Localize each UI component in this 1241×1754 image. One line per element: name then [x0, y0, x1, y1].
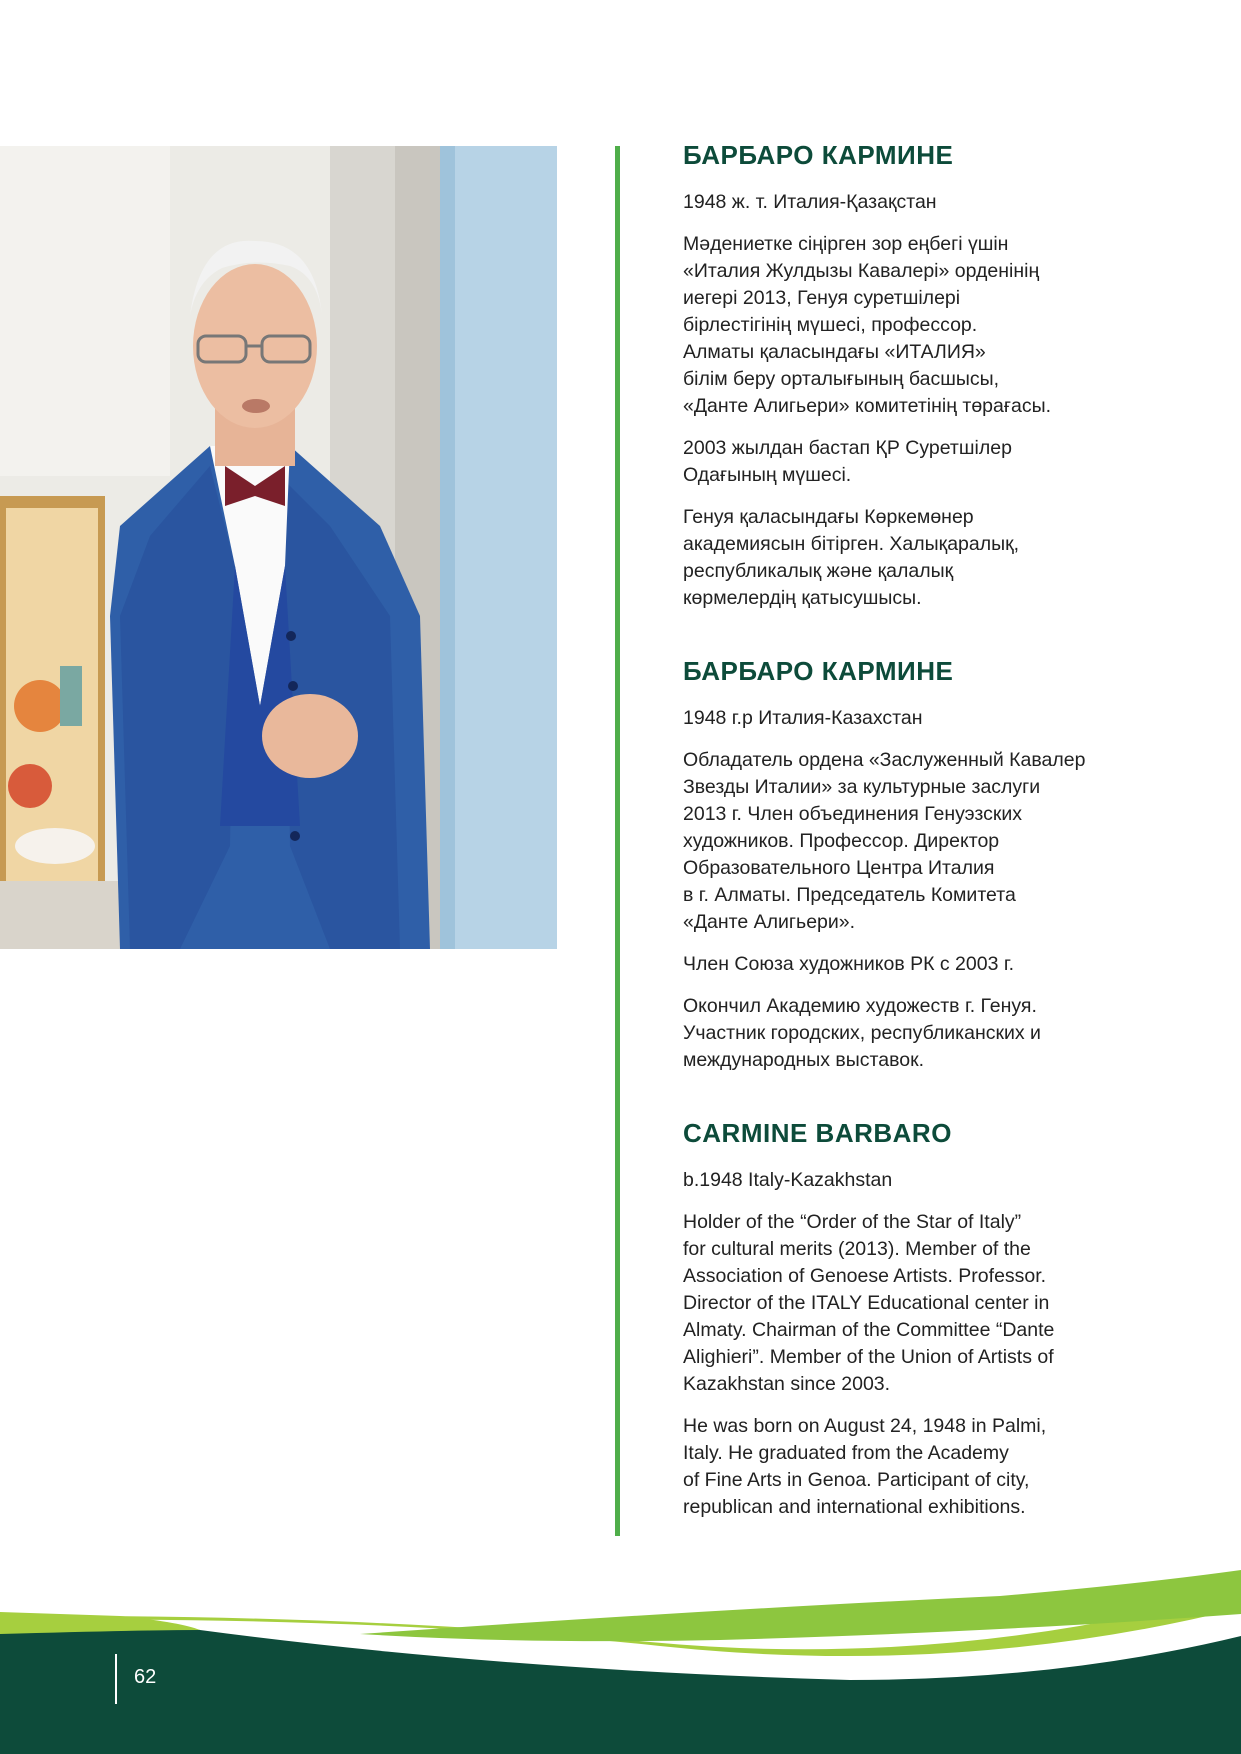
section-subtitle: 1948 г.р Италия-Казахстан	[683, 707, 923, 729]
paragraph: 2003 жылдан бастап ҚР Суретшілер Одағының мүшесі.	[683, 437, 1012, 486]
section-english	[683, 1118, 1143, 1521]
paragraph: He was born on August 24, 1948 in Palmi, Italy. He graduated from the Academy of Fine Arts in Genoa. Participant of city, republican and international exhibitions.	[683, 1415, 1047, 1518]
paragraph: Holder of the “Order of the Star of Italy” for cultural merits (2013). Member of the Association of Genoese Artists. Professor. Director of the ITALY Educational center in Almaty. Chairman of the Committee “Dante Alighieri”. Member of the Union of Artists of Kazakhstan since 2003.	[683, 1211, 1055, 1395]
paragraph: Генуя қаласындағы Көркемөнер академиясын бітірген. Халықаралық, республикалық және қалалық көрмелердің қатысушысы.	[683, 506, 1020, 609]
section-russian	[683, 656, 1143, 1074]
portrait-photo	[0, 146, 557, 949]
page-number: 62	[134, 1666, 157, 1688]
text-column	[683, 140, 1143, 1565]
paragraph: Окончил Академию художеств г. Генуя. Участник городских, республиканских и международных выставок.	[683, 995, 1041, 1071]
section-title: БАРБАРО КАРМИНЕ	[683, 656, 954, 686]
page-number-rule	[115, 1654, 117, 1704]
vertical-divider	[615, 146, 620, 1536]
section-title: CARMINE BARBARO	[683, 1118, 952, 1148]
footer-wave	[0, 1540, 1241, 1754]
section-subtitle: 1948 ж. т. Италия-Қазақстан	[683, 191, 937, 213]
portrait-photo-icon	[0, 146, 557, 949]
section-subtitle: b.1948 Italy-Kazakhstan	[683, 1169, 893, 1191]
wave-decoration-icon	[0, 1540, 1241, 1754]
paragraph: Мәдениетке сіңірген зор еңбегі үшін «Италия Жулдызы Кавалері» орденінің иегері 2013, Генуя суретшілері бірлестігінің мүшесі, профессор. Алматы қаласындағы «ИТАЛИЯ» білім беру орталығының басшысы, «Данте Алигьери» комитетінің төрағасы.	[683, 233, 1051, 417]
section-kazakh	[683, 140, 1143, 612]
paragraph: Член Союза художников РК с 2003 г.	[683, 953, 1014, 975]
section-title: БАРБАРО КАРМИНЕ	[683, 140, 954, 170]
paragraph: Обладатель ордена «Заслуженный Кавалер Звезды Италии» за культурные заслуги 2013 г. Член объединения Генуэзских художников. Профессор. Директор Образовательного Центра Италия в г. Алматы. Председатель Комитета «Данте Алигьери».	[683, 749, 1086, 933]
